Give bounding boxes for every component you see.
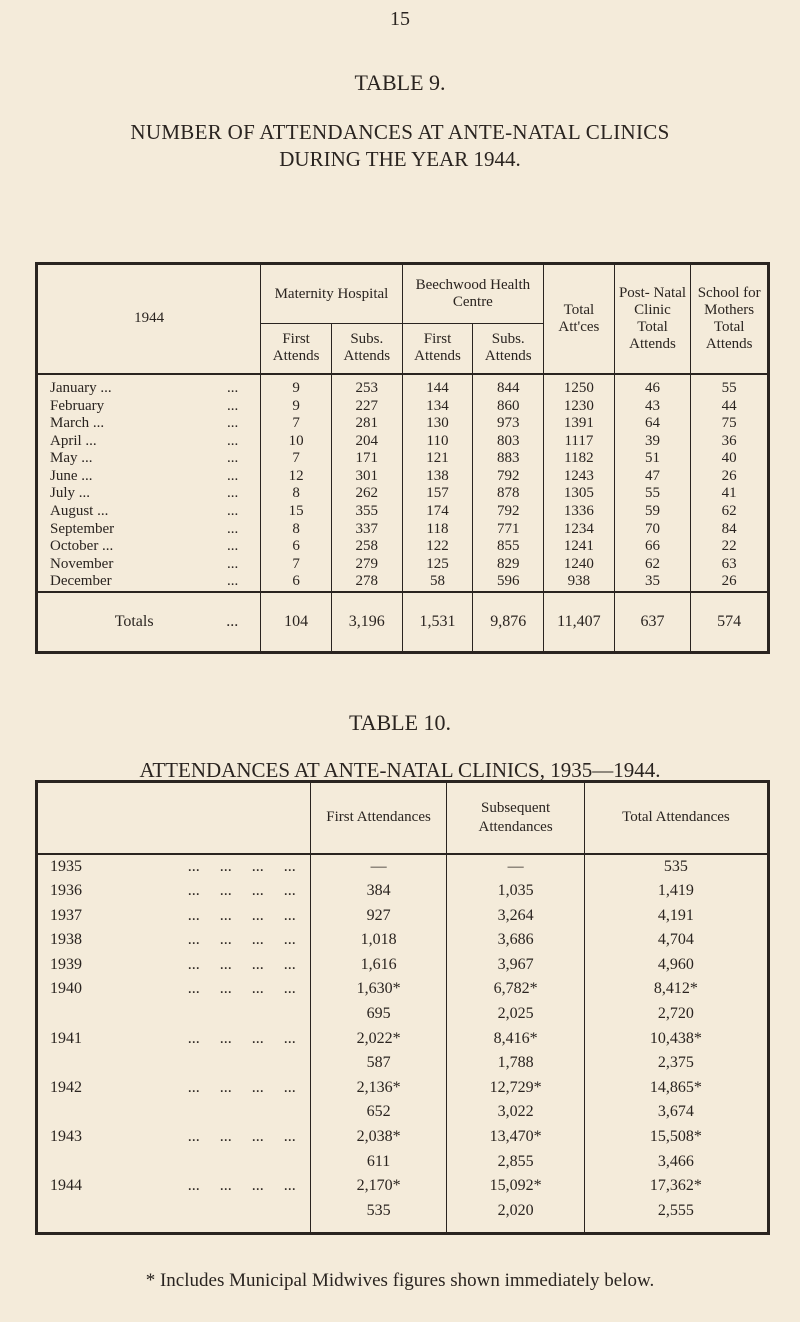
table9-subheading: DURING THE YEAR 1944. — [279, 147, 521, 171]
month-cell — [37, 468, 261, 486]
value-cell: 26 — [691, 573, 769, 592]
value-cell: 51 — [614, 450, 691, 468]
dots: ... — [227, 555, 239, 572]
year-cell — [37, 1174, 311, 1199]
table-row — [37, 977, 769, 1002]
value-cell: 1336 — [544, 503, 615, 521]
value-cell: 14,865* — [584, 1076, 768, 1101]
value-cell: 792 — [473, 468, 544, 486]
month-label: May ... — [50, 450, 93, 467]
table-row — [37, 879, 769, 904]
value-cell: 2,170* — [310, 1174, 447, 1199]
value-cell: 43 — [614, 398, 691, 416]
value-cell: 927 — [310, 904, 447, 929]
dots: ... — [227, 397, 239, 414]
value-cell: 174 — [402, 503, 473, 521]
value-cell: 59 — [614, 503, 691, 521]
dots: ... — [227, 503, 239, 520]
month-cell — [37, 538, 261, 556]
value-cell: 17,362* — [584, 1174, 768, 1199]
totals-label-cell — [37, 592, 261, 652]
dots: ... — [227, 520, 239, 537]
year-cell — [37, 1199, 311, 1224]
empty-cell — [310, 1223, 447, 1233]
table9-title: TABLE 9. — [354, 70, 446, 95]
dots: ... — [227, 432, 239, 449]
value-cell: 1,419 — [584, 879, 768, 904]
value-cell: 171 — [331, 450, 402, 468]
table-row — [37, 433, 769, 451]
value-cell: 3,022 — [447, 1100, 585, 1125]
value-cell: 1,616 — [310, 953, 447, 978]
table-row — [37, 1150, 769, 1175]
total-cell: 637 — [614, 592, 691, 652]
value-cell: 8,412* — [584, 977, 768, 1002]
value-cell: 262 — [331, 485, 402, 503]
value-cell: 258 — [331, 538, 402, 556]
year-cell — [37, 1076, 311, 1101]
table-row — [37, 953, 769, 978]
year-cell — [37, 854, 311, 880]
value-cell: 860 — [473, 398, 544, 416]
value-cell: 70 — [614, 521, 691, 539]
table-row — [37, 1076, 769, 1101]
month-label: June ... — [50, 467, 93, 484]
year-cell — [37, 1150, 311, 1175]
value-cell: 44 — [691, 398, 769, 416]
table10-title: TABLE 10. — [348, 710, 452, 735]
value-cell: 3,264 — [447, 904, 585, 929]
month-label: April ... — [50, 432, 97, 449]
value-cell: 134 — [402, 398, 473, 416]
value-cell: 63 — [691, 556, 769, 574]
total-cell: 9,876 — [473, 592, 544, 652]
total-cell: 3,196 — [331, 592, 402, 652]
value-cell: 1391 — [544, 415, 615, 433]
table-row — [37, 1174, 769, 1199]
month-cell — [37, 415, 261, 433]
year-label: 1935 — [50, 857, 82, 875]
value-cell: 64 — [614, 415, 691, 433]
total-cell: 1,531 — [402, 592, 473, 652]
value-cell: 279 — [331, 556, 402, 574]
value-cell: 938 — [544, 573, 615, 592]
table-row — [37, 1100, 769, 1125]
value-cell: 2,025 — [447, 1002, 585, 1027]
value-cell: 1,630* — [310, 977, 447, 1002]
year-label: 1936 — [50, 882, 82, 900]
value-cell: 6 — [261, 538, 332, 556]
value-cell: 1182 — [544, 450, 615, 468]
value-cell: 2,720 — [584, 1002, 768, 1027]
first-attendances-header: First Attendances — [310, 782, 447, 854]
value-cell: 125 — [402, 556, 473, 574]
year-cell — [37, 953, 311, 978]
month-label: January ... — [50, 379, 112, 396]
value-cell: 62 — [614, 556, 691, 574]
month-cell — [37, 503, 261, 521]
table-row — [37, 928, 769, 953]
month-cell — [37, 398, 261, 416]
table-row — [37, 556, 769, 574]
value-cell: 2,022* — [310, 1027, 447, 1052]
table-row — [37, 904, 769, 929]
value-cell: 138 — [402, 468, 473, 486]
month-label: November — [50, 555, 114, 572]
value-cell: 829 — [473, 556, 544, 574]
table10-heading: ATTENDANCES AT ANTE-NATAL CLINICS, 1935—1944. — [139, 758, 661, 782]
table-row — [37, 573, 769, 592]
dots: ... ... ... ... — [187, 1177, 296, 1195]
dots: ... ... ... ... — [187, 955, 296, 973]
total-header: Total Att'ces — [544, 264, 615, 374]
value-cell: 55 — [614, 485, 691, 503]
month-cell — [37, 573, 261, 592]
month-cell — [37, 374, 261, 398]
value-cell: 695 — [310, 1002, 447, 1027]
dots: ... ... ... ... — [187, 980, 296, 998]
table9-heading: NUMBER OF ATTENDANCES AT ANTE-NATAL CLINICS — [130, 120, 670, 144]
year-label: 1941 — [50, 1029, 82, 1047]
value-cell: 35 — [614, 573, 691, 592]
table-row — [37, 374, 769, 398]
value-cell: 2,855 — [447, 1150, 585, 1175]
table9 — [35, 262, 770, 654]
value-cell: 47 — [614, 468, 691, 486]
value-cell: 792 — [473, 503, 544, 521]
value-cell: 39 — [614, 433, 691, 451]
value-cell: 2,020 — [447, 1199, 585, 1224]
table-row — [37, 854, 769, 880]
value-cell: 40 — [691, 450, 769, 468]
value-cell: 13,470* — [447, 1125, 585, 1150]
value-cell: 611 — [310, 1150, 447, 1175]
school-header: School for Mothers Total Attends — [691, 264, 769, 374]
table10 — [35, 780, 770, 1235]
value-cell: 6,782* — [447, 977, 585, 1002]
year-cell — [37, 977, 311, 1002]
value-cell: 3,674 — [584, 1100, 768, 1125]
value-cell: 62 — [691, 503, 769, 521]
value-cell: 121 — [402, 450, 473, 468]
table-row — [37, 468, 769, 486]
value-cell: 337 — [331, 521, 402, 539]
value-cell: 41 — [691, 485, 769, 503]
value-cell: 8 — [261, 521, 332, 539]
value-cell: 1,035 — [447, 879, 585, 904]
value-cell: 46 — [614, 374, 691, 398]
value-cell: 144 — [402, 374, 473, 398]
table-row — [37, 450, 769, 468]
value-cell: 3,466 — [584, 1150, 768, 1175]
totals-label: Totals — [114, 612, 154, 630]
month-label: October ... — [50, 538, 114, 555]
month-cell — [37, 433, 261, 451]
table-row — [37, 1125, 769, 1150]
value-cell: 7 — [261, 556, 332, 574]
value-cell: 855 — [473, 538, 544, 556]
table-row — [37, 521, 769, 539]
value-cell: 227 — [331, 398, 402, 416]
value-cell: 535 — [310, 1199, 447, 1224]
value-cell: 9 — [261, 398, 332, 416]
value-cell: 1117 — [544, 433, 615, 451]
totals-row — [37, 592, 769, 652]
value-cell: 596 — [473, 573, 544, 592]
dots: ... ... ... ... — [187, 1078, 296, 1096]
dots: ... ... ... ... — [187, 931, 296, 949]
footnote: * Includes Municipal Midwives figures shown immediately below. — [145, 1270, 655, 1291]
table-row — [37, 503, 769, 521]
year-header: 1944 — [37, 264, 261, 374]
value-cell: 8,416* — [447, 1027, 585, 1052]
value-cell: 1230 — [544, 398, 615, 416]
value-cell: 1234 — [544, 521, 615, 539]
value-cell: 1240 — [544, 556, 615, 574]
total-attendances-header: Total Attendances — [584, 782, 768, 854]
value-cell: 4,960 — [584, 953, 768, 978]
value-cell: 1243 — [544, 468, 615, 486]
value-cell: 12,729* — [447, 1076, 585, 1101]
value-cell: 2,136* — [310, 1076, 447, 1101]
dots: ... — [227, 573, 239, 590]
dots: ... ... ... ... — [187, 1128, 296, 1146]
table-row — [37, 485, 769, 503]
value-cell: 22 — [691, 538, 769, 556]
table-row — [37, 1199, 769, 1224]
maternity-first-header: First Attends — [261, 324, 332, 374]
month-cell — [37, 485, 261, 503]
value-cell: 278 — [331, 573, 402, 592]
value-cell: 58 — [402, 573, 473, 592]
value-cell: 1250 — [544, 374, 615, 398]
table-padding — [37, 1223, 769, 1233]
year-label: 1937 — [50, 906, 82, 924]
year-label: 1944 — [50, 1177, 82, 1195]
value-cell: 2,038* — [310, 1125, 447, 1150]
total-cell: 104 — [261, 592, 332, 652]
empty-cell — [447, 1223, 585, 1233]
value-cell: 1,788 — [447, 1051, 585, 1076]
value-cell: 9 — [261, 374, 332, 398]
value-cell: 878 — [473, 485, 544, 503]
value-cell: 253 — [331, 374, 402, 398]
year-cell — [37, 1051, 311, 1076]
dots: ... ... ... ... — [187, 882, 296, 900]
value-cell: 587 — [310, 1051, 447, 1076]
value-cell: 84 — [691, 521, 769, 539]
total-cell: 11,407 — [544, 592, 615, 652]
value-cell: 4,191 — [584, 904, 768, 929]
month-label: September — [50, 520, 115, 537]
empty-cell — [37, 1223, 311, 1233]
value-cell: 75 — [691, 415, 769, 433]
postnatal-header: Post- Natal Clinic Total Attends — [614, 264, 691, 374]
dots: ... — [226, 612, 239, 630]
table-row — [37, 1027, 769, 1052]
value-cell: 2,555 — [584, 1199, 768, 1224]
value-cell: 1305 — [544, 485, 615, 503]
dots: ... ... ... ... — [187, 857, 296, 875]
month-cell — [37, 556, 261, 574]
dots: ... — [227, 538, 239, 555]
beechwood-subs-header: Subs. Attends — [473, 324, 544, 374]
value-cell: 3,686 — [447, 928, 585, 953]
value-cell: 122 — [402, 538, 473, 556]
value-cell: — — [447, 854, 585, 880]
month-cell — [37, 450, 261, 468]
year-label: 1939 — [50, 955, 82, 973]
year-label: 1943 — [50, 1128, 82, 1146]
month-label: March ... — [50, 415, 105, 432]
value-cell: — — [310, 854, 447, 880]
month-label: August ... — [50, 503, 109, 520]
value-cell: 3,967 — [447, 953, 585, 978]
value-cell: 118 — [402, 521, 473, 539]
value-cell: 157 — [402, 485, 473, 503]
value-cell: 15,092* — [447, 1174, 585, 1199]
value-cell: 10,438* — [584, 1027, 768, 1052]
maternity-header: Maternity Hospital — [261, 264, 402, 324]
value-cell: 384 — [310, 879, 447, 904]
year-label: 1940 — [50, 980, 82, 998]
beechwood-first-header: First Attends — [402, 324, 473, 374]
value-cell: 883 — [473, 450, 544, 468]
table-row — [37, 398, 769, 416]
year-cell — [37, 904, 311, 929]
page-number: 15 — [390, 8, 410, 30]
dots: ... ... ... ... — [187, 1029, 296, 1047]
value-cell: 535 — [584, 854, 768, 880]
table-row — [37, 538, 769, 556]
dots: ... — [227, 450, 239, 467]
table-row — [37, 1002, 769, 1027]
value-cell: 110 — [402, 433, 473, 451]
value-cell: 281 — [331, 415, 402, 433]
table-row — [37, 1051, 769, 1076]
value-cell: 355 — [331, 503, 402, 521]
dots: ... — [227, 379, 239, 396]
dots: ... ... ... ... — [187, 906, 296, 924]
value-cell: 652 — [310, 1100, 447, 1125]
value-cell: 8 — [261, 485, 332, 503]
dots: ... — [227, 467, 239, 484]
year-cell — [37, 1125, 311, 1150]
value-cell: 130 — [402, 415, 473, 433]
table-row — [37, 415, 769, 433]
value-cell: 204 — [331, 433, 402, 451]
value-cell: 36 — [691, 433, 769, 451]
year-cell — [37, 1100, 311, 1125]
value-cell: 26 — [691, 468, 769, 486]
value-cell: 15 — [261, 503, 332, 521]
value-cell: 7 — [261, 450, 332, 468]
value-cell: 10 — [261, 433, 332, 451]
dots: ... — [227, 415, 239, 432]
value-cell: 803 — [473, 433, 544, 451]
total-cell: 574 — [691, 592, 769, 652]
value-cell: 301 — [331, 468, 402, 486]
year-label: 1938 — [50, 931, 82, 949]
value-cell: 7 — [261, 415, 332, 433]
year-label: 1942 — [50, 1078, 82, 1096]
value-cell: 12 — [261, 468, 332, 486]
blank-header — [37, 782, 311, 854]
year-cell — [37, 1027, 311, 1052]
value-cell: 1241 — [544, 538, 615, 556]
dots: ... — [227, 485, 239, 502]
month-cell — [37, 521, 261, 539]
value-cell: 771 — [473, 521, 544, 539]
month-label: February — [50, 397, 105, 414]
month-label: July ... — [50, 485, 91, 502]
year-cell — [37, 928, 311, 953]
value-cell: 4,704 — [584, 928, 768, 953]
subsequent-attendances-header: Subsequent Attendances — [447, 782, 585, 854]
value-cell: 66 — [614, 538, 691, 556]
value-cell: 2,375 — [584, 1051, 768, 1076]
value-cell: 6 — [261, 573, 332, 592]
empty-cell — [584, 1223, 768, 1233]
value-cell: 844 — [473, 374, 544, 398]
year-cell — [37, 879, 311, 904]
value-cell: 1,018 — [310, 928, 447, 953]
value-cell: 15,508* — [584, 1125, 768, 1150]
maternity-subs-header: Subs. Attends — [331, 324, 402, 374]
value-cell: 973 — [473, 415, 544, 433]
beechwood-header: Beechwood Health Centre — [402, 264, 543, 324]
month-label: December — [50, 573, 112, 590]
year-cell — [37, 1002, 311, 1027]
value-cell: 55 — [691, 374, 769, 398]
